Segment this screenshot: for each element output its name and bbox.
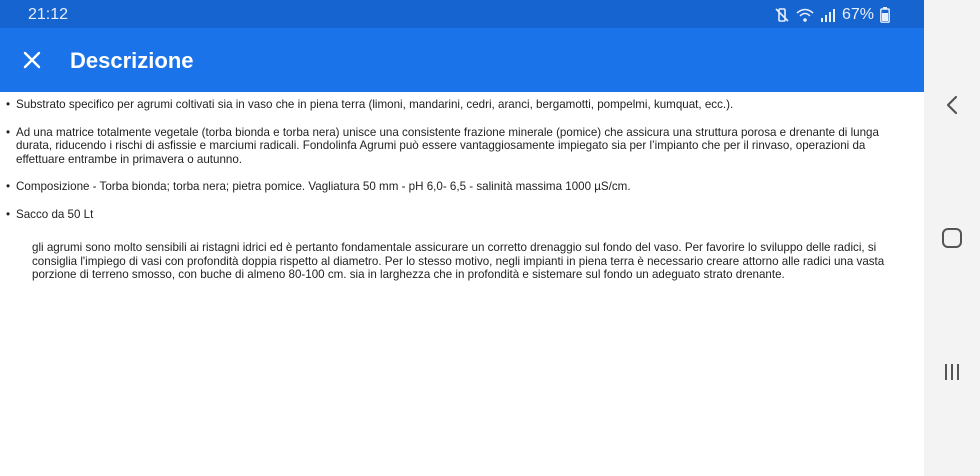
app-bar <box>0 28 924 92</box>
back-icon <box>938 91 966 119</box>
list-item: • Sacco da 50 Lt <box>6 208 912 222</box>
recent-apps-button[interactable] <box>938 358 966 386</box>
status-icons <box>774 6 890 24</box>
signal-icon <box>820 7 836 23</box>
close-button[interactable] <box>18 46 46 74</box>
navigation-bar <box>924 0 980 476</box>
home-button[interactable] <box>938 224 966 252</box>
list-item: • Substrato specifico per agrumi coltivati sia in vaso che in piena terra (limoni, mandarini, cedri, aranci, bergamotti, pompelmi, kumquat, ecc.). <box>6 98 912 112</box>
battery-icon <box>880 7 890 23</box>
recent-apps-icon <box>938 358 966 386</box>
page-title: Descrizione <box>70 48 194 73</box>
close-icon <box>18 61 46 78</box>
status-time: 21:12 <box>28 6 69 23</box>
home-icon <box>938 224 966 252</box>
back-button[interactable] <box>938 91 966 119</box>
wifi-icon <box>796 7 814 23</box>
list-item: • Ad una matrice totalmente vegetale (torba bionda e torba nera) unisce una consistente frazione minerale (pomice) che assicura una struttura porosa e drenante di lunga durata, riducendo i rischi di asfissie e marciumi radicali. Fondolinfa Agrumi può essere vantaggiosamente impiegato sia per l’impianto che per il rinvaso, operazioni da effettuare entrambe in primavera o autunno. <box>6 126 912 167</box>
bullet-list <box>6 98 912 235</box>
list-item: • Composizione - Torba bionda; torba nera; pietra pomice. Vagliatura 50 mm - pH 6,0- 6,5 - salinità massima 1000 µS/cm. <box>6 180 912 194</box>
mute-vibrate-icon <box>774 7 790 23</box>
status-bar <box>0 0 924 28</box>
care-note: gli agrumi sono molto sensibili ai ristagni idrici ed è pertanto fondamentale assicurare un corretto drenaggio sul fondo del vaso. Per favorire lo sviluppo delle radici, si consiglia l'impiego di vasi con profondità doppia rispetto al diametro. Per lo stesso motivo, negli impianti in piena terra è necessario creare attorno alle radici una vasta porzione di terreno smosso, con buche di almeno 80-100 cm. sia in larghezza che in profondità e sistemare sul fondo un adeguato strato drenante. <box>32 241 885 281</box>
battery-percent: 67% <box>841 6 874 23</box>
description-content <box>0 92 924 476</box>
